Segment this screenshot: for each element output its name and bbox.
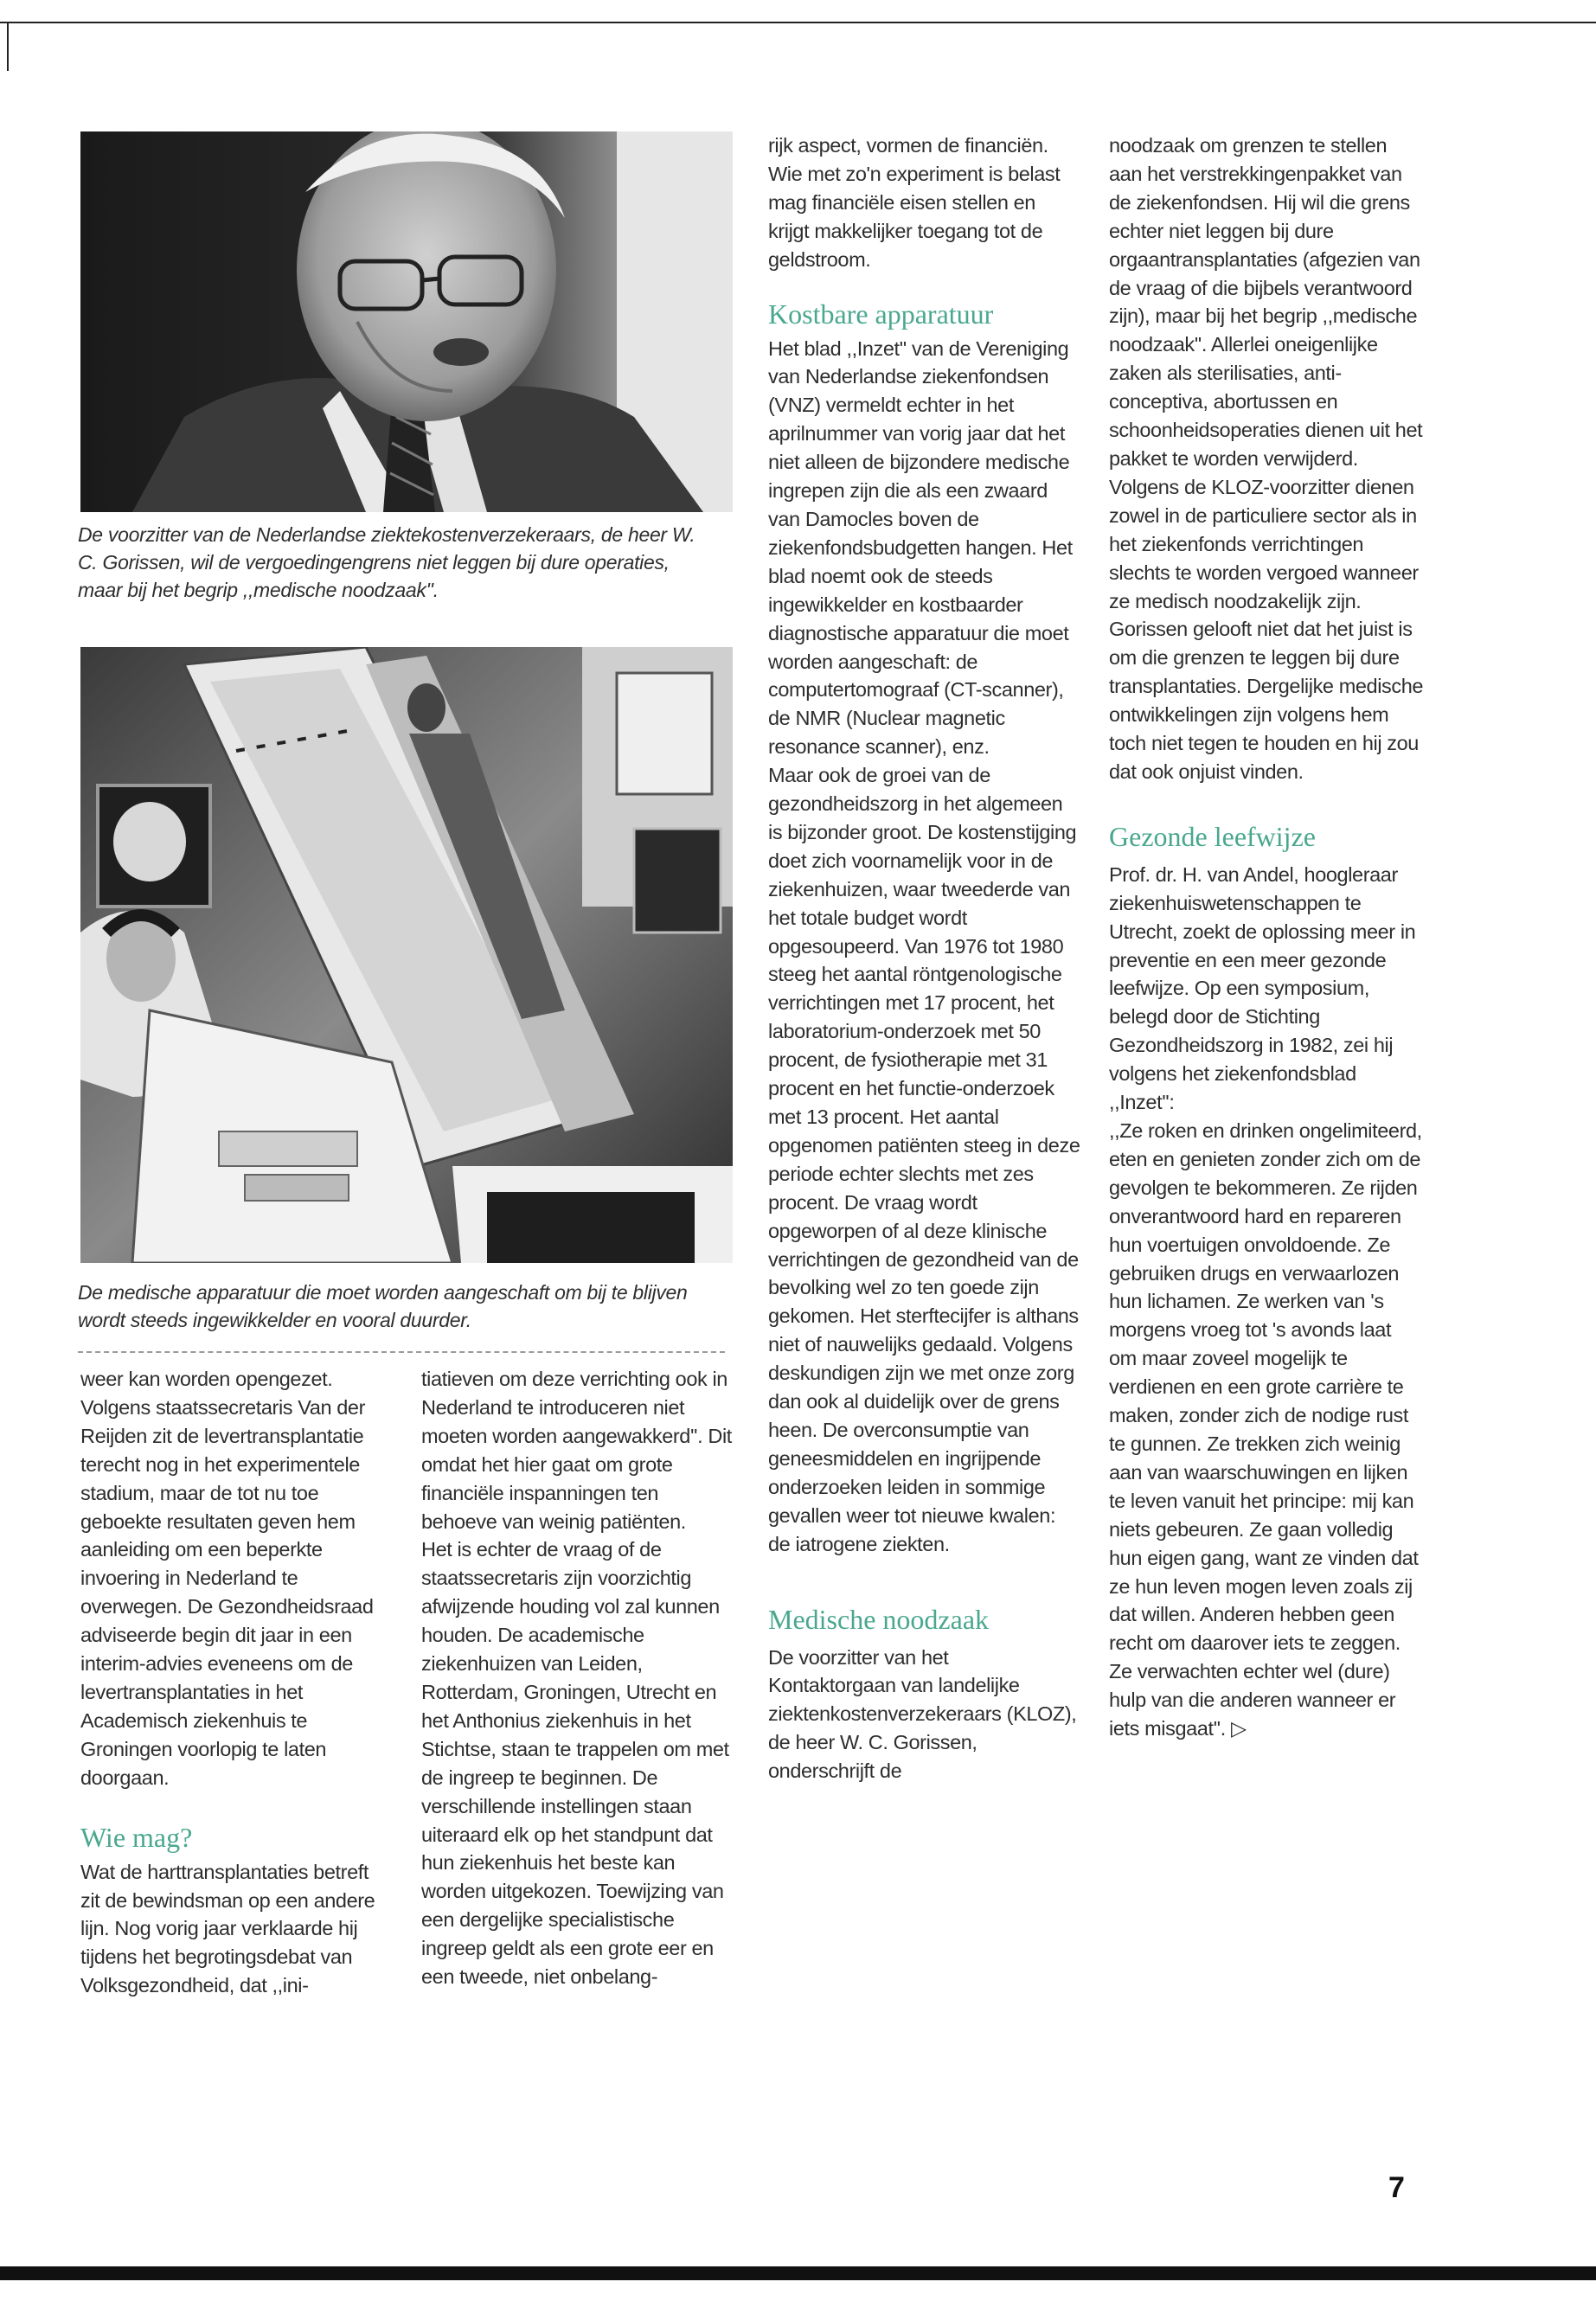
heading-gezonde-leefwijze: Gezonde leefwijze xyxy=(1109,820,1316,852)
col2-paragraph-1: tiatieven om deze verrichting ook in Nederland te introduceren niet moeten worden aangewakkerd''. Dit omdat het hier gaat om grote financiële inspanningen ten behoeve van weinig patiënten. xyxy=(421,1368,732,1533)
col4-paragraph-1: noodzaak om grenzen te stellen aan het verstrekkingenpakket van de ziekenfondsen. Hij wil die grens echter niet leggen bij dure orgaantransplantaties (afgezien van de vraag of die bijbels verantwoord zijn), maar bij het begrip ,,medische noodzaak''. Allerlei oneigenlijke zaken als sterilisaties, anti-conceptiva, abortussen en schoonheidsoperaties dienen uit het pakket te worden verwijderd. Volgens de KLOZ-voorzitter dienen zowel in de particuliere sector als in het ziekenfonds verrichtingen slechts te worden vergoed wanneer ze medisch noodzakelijk zijn. Gorissen gelooft niet dat het juist is om die grenzen te leggen bij dure transplantaties. Dergelijke medische ontwikkelingen zijn volgens hem toch niet tegen te houden en hij zou dat ook onjuist vinden. xyxy=(1109,134,1424,783)
page-number: 7 xyxy=(1388,2171,1405,2204)
col3-paragraph-2: Het blad ,,Inzet'' van de Vereniging van Nederlandse ziekenfondsen (VNZ) vermeldt echter in het aprilnummer van vorig jaar dat het niet alleen de bijzondere medische ingrepen zijn die als een zwaard van Damocles boven de ziekenfondsbudgetten hangen. Het blad noemt ook de steeds ingewikkelder en kostbaarder diagnostische apparatuur die moet worden aangeschaft: de computertomograaf (CT-scanner), de NMR (Nuclear magnetic resonance scanner), enz. xyxy=(768,336,1073,759)
col1-paragraph-1: weer kan worden opengezet. xyxy=(80,1368,333,1390)
bottom-rule xyxy=(0,2266,1596,2280)
col2-paragraph-2: Het is echter de vraag of de staatssecretaris zijn voorzichtig afwijzende houding vol zal kunnen houden. De academische ziekenhuizen van Leiden, Rotterdam, Groningen, Utrecht en het Anthonius ziekenhuis in het Stichtse, staan te trappelen om met de ingreep te beginnen. De verschillende instellingen staan uiteraard elk op het standpunt dat hun ziekenhuis het beste kan worden uitgekozen. Toewijzing van een dergelijke specialistische ingreep geldt als een grote eer en een tweede, niet onbelang- xyxy=(421,1538,729,1989)
col3-paragraph-3: Maar ook de groei van de gezondheidszorg in het algemeen is bijzonder groot. De kostenstijging doet zich voornamelijk voor in de ziekenhuizen, waar tweederde van het totale budget wordt opgesoupeerd. Van 1976 tot 1980 steeg het aantal röntgenologische verrichtingen met 17 procent, het laboratorium-onderzoek met 50 procent, de fysiotherapie met 31 procent en het functie-onderzoek met 13 procent. Het aantal opgenomen patiënten steeg in deze periode echter slechts met zes procent. De vraag wordt opgeworpen of al deze klinische verrichtingen de gezondheid van de bevolking wel zo ten goede zijn gekomen. Het sterftecijfer is althans niet of nauwelijks gedaald. Volgens deskundigen zijn we met onze zorg dan ook al duidelijk over de grens heen. De overconsumptie van geneesmiddelen en ingrijpende onderzoeken leiden in sommige gevallen weer tot nieuwe kwalen: de iatrogene ziekten. xyxy=(768,764,1080,1555)
top-rule xyxy=(0,22,1596,23)
heading-medische-noodzaak: Medische noodzaak xyxy=(768,1603,990,1635)
heading-kostbare-apparatuur: Kostbare apparatuur xyxy=(768,298,994,330)
end-of-article-icon: ▷ xyxy=(1231,1717,1247,1740)
col4-quote-text: ,,Ze roken en drinken ongelimiteerd, eten en genieten zonder zich om de gevolgen te bekommeren. Ze rijden onverantwoord hard en repareren hun voertuigen onvoldoende. Ze gebruiken drugs en verwaarlozen hun lichamen. Ze werken van 's morgens vroeg tot 's avonds laat om maar zoveel mogelijk te verdienen en een grote carrière te maken, zonder zich de nodige rust te gunnen. Ze trekken zich weinig aan van waarschuwingen en lijken te leven vanuit het principe: mij kan niets gebeuren. Ze gaan volledig hun eigen gang, want ze vinden dat ze hun leven mogen leven zoals zij dat willen. Anderen hebben geen recht om daarover iets te zeggen. Ze verwachten echter wel (dure) hulp van die anderen wanneer er iets misgaat''. xyxy=(1109,1119,1422,1740)
column-3 xyxy=(768,131,1081,1785)
portrait-illustration xyxy=(80,131,733,512)
caption-photo2: De medische apparatuur die moet worden aangeschaft om bij te blijven wordt steeds ingewikkelder en vooral duurder. xyxy=(78,1281,688,1331)
column-1 xyxy=(80,1365,392,2000)
heading-wie-mag: Wie mag? xyxy=(80,1821,193,1853)
apparatus-illustration xyxy=(80,647,733,1263)
col1-paragraph-2: Volgens staatssecretaris Van der Reijden zit de levertransplantatie terecht nog in het experimentele stadium, maar de tot nu toe geboekte resultaten geven hem aanleiding om een beperkte invoering in Nederland te overwegen. De Gezondheidsraad adviseerde begin dit jaar in een interim-advies eveneens om de levertransplantaties in het Academisch ziekenhuis te Groningen voorlopig te laten doorgaan. xyxy=(80,1395,374,1789)
col4-paragraph-3 xyxy=(1109,1117,1424,1743)
column-2 xyxy=(421,1365,733,1991)
col1-paragraph-3: Wat de harttransplantaties betreft zit de bewindsman op een andere lijn. Nog vorig jaar verklaarde hij tijdens het begrotingsdebat van Volksgezondheid, dat ,,ini- xyxy=(80,1860,375,1997)
col3-paragraph-4: De voorzitter van het Kontaktorgaan van landelijke ziektenkostenverzekeraars (KLOZ), de heer W. C. Gorissen, onderschrijft de xyxy=(768,1645,1077,1783)
corner-mark xyxy=(7,23,9,71)
column-4 xyxy=(1109,131,1424,1743)
caption-photo1: De voorzitter van de Nederlandse ziektekostenverzekeraars, de heer W. C. Gorissen, wil de vergoedingengrens niet leggen bij dure operaties, maar bij het begrip ,,medische noodzaak''. xyxy=(78,523,695,601)
col3-paragraph-1: rijk aspect, vormen de financiën. Wie met zo'n experiment is belast mag financiële eisen stellen en krijgt makkelijker toegang tot de geldstroom. xyxy=(768,134,1061,271)
caption-separator xyxy=(78,1351,725,1353)
col4-paragraph-2: Prof. dr. H. van Andel, hoogleraar ziekenhuiswetenschappen te Utrecht, zoekt de oplossing meer in preventie en een meer gezonde leefwijze. Op een symposium, belegd door de Stichting Gezondheidszorg in 1982, zei hij volgens het ziekenfondsblad ,,Inzet'': xyxy=(1109,862,1416,1114)
photo-chairman-portrait xyxy=(80,131,733,512)
photo-medical-apparatus xyxy=(80,647,733,1263)
